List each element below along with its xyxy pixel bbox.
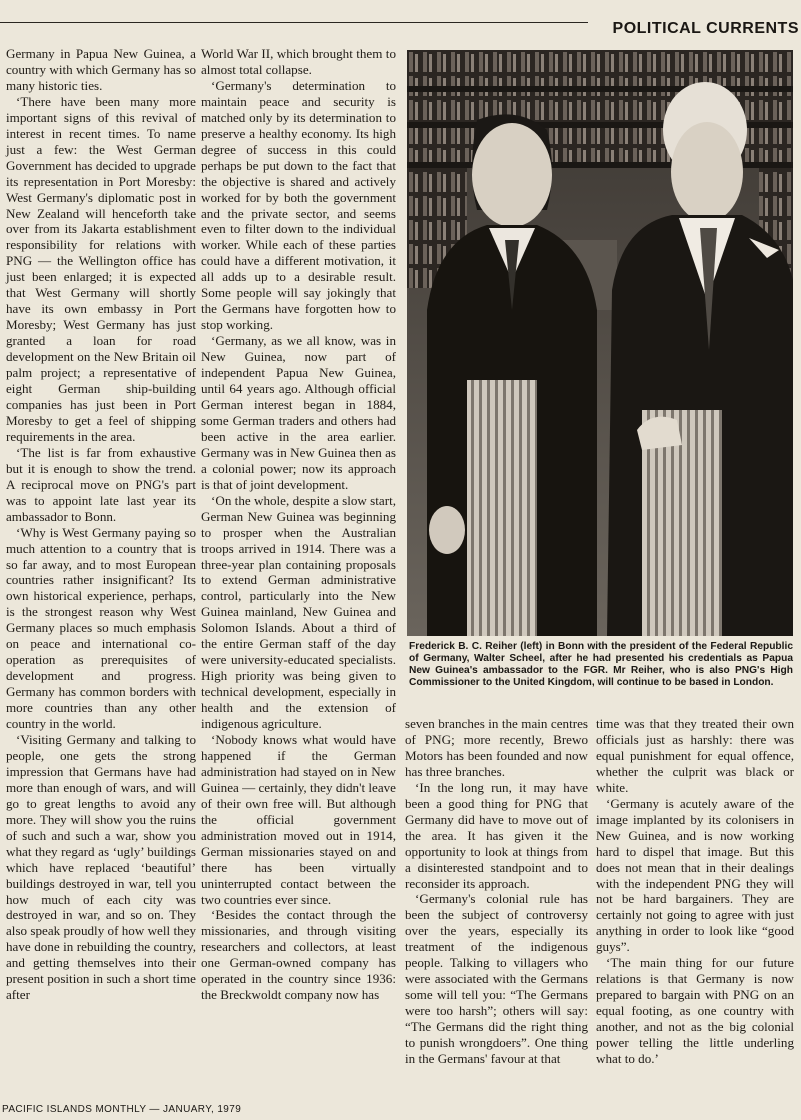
paragraph: ‘Visiting Germany and talking to people, one gets the strong impression that Germans have had more than enough of wars, and will go to great lengths to avoid any more. They will show you the ruins of such and such a war, show you what they regard as ‘ugly’ buildings which have replaced ‘beautiful’ buildings destroyed in war, tell you how much of each city was destroyed in war, and so on. They also speak proudly of how well they have done in rebuilding the country, and getting themselves into their present position in such a short time after bbox=[6, 731, 196, 1003]
page-footer: PACIFIC ISLANDS MONTHLY — JANUARY, 1979 bbox=[2, 1104, 242, 1115]
paragraph: ‘Besides the contact through the missionaries, and through visiting researchers and collectors, at least one German-owned company has operated in the country since 1936: the Breckwoldt company now has bbox=[201, 907, 396, 1003]
article-column-4 bbox=[596, 716, 794, 1067]
paragraph: ‘Why is West Germany paying so much attention to a country that is so far away, and to most European countries rather insignificant? Its own historical experience, perhaps, is the strongest reason why West Germany places so much emphasis on peace and international co-operation as prerequisites of development and progress. Germany has common borders with more countries than any other country in the world. bbox=[6, 524, 196, 732]
section-title: POLITICAL CURRENTS bbox=[612, 20, 799, 37]
paragraph: seven branches in the main centres of PNG; more recently, Brewo Motors has been founded and now has three branches. bbox=[405, 716, 588, 779]
paragraph: Germany in Papua New Guinea, a country with which Germany has so many historic ties. bbox=[6, 46, 196, 93]
paragraph: time was that they treated their own officials just as harshly: there was equal punishment for equal offence, whether the culprit was black or white. bbox=[596, 716, 794, 795]
paragraph: ‘In the long run, it may have been a good thing for PNG that Germany did have to move out of the area. It has given it the opportunity to look at things from a disinterested standpoint and to reconsider its approach. bbox=[405, 779, 588, 891]
article-column-3 bbox=[405, 716, 588, 1067]
paragraph: ‘Germany, as we all know, was in New Guinea, now part of independent Papua New Guinea, until 64 years ago. Although official German interest began in 1884, some German traders and others had been active in the area earlier. Germany was in New Guinea then as a colonial power; now its approach is that of joint development. bbox=[201, 333, 396, 492]
paragraph: World War II, which brought them to almost total collapse. bbox=[201, 46, 396, 77]
paragraph: ‘There have been many more important signs of this revival of interest in recent times. To name just a few: the West German Government has decided to upgrade its representation in Port Moresby: West Germany's diplomatic post in New Zealand will henceforth take over from its Jakarta establishment responsibility for relations with PNG — the Wellington office has just been enlarged; it is expected that West Germany will shortly have its own embassy in Port Moresby; West Germany has just granted a loan for road development on the New Britain oil palm project; a representative of eight German ship-building companies has just been in Port Moresby to get a feel of shipping requirements in the area. bbox=[6, 93, 196, 444]
article-column-2 bbox=[201, 46, 396, 1003]
paragraph: ‘On the whole, despite a slow start, German New Guinea was beginning to prosper when the Australian troops arrived in 1914. There was a three-year plan containing proposals to extend German administrative control, particularly into the New Guinea mainland, New Guinea and Solomon Islands. About a third of the entire German staff of the day were university-educated specialists. High priority was being given to technical development, especially in health and the extension of indigenous agriculture. bbox=[201, 492, 396, 732]
photo-caption: Frederick B. C. Reiher (left) in Bonn with the president of the Federal Republic of Germany, Walter Scheel, after he had presented his credentials as Papua New Guinea's ambassador to the FGR. Mr Reiher, who is also PNG's High Commissioner to the United Kingdom, will continue to be based in London. bbox=[409, 641, 793, 688]
paragraph: ‘Nobody knows what would have happened if the German administration had stayed on in New Guinea — certainly, they didn't leave of their own free will. But although the official government administration moved out in 1914, German missionaries stayed on and there has been virtually uninterrupted contact between the two countries ever since. bbox=[201, 731, 396, 907]
article-column-1 bbox=[6, 46, 196, 1003]
paragraph: ‘Germany is acutely aware of the image implanted by its colonisers in New Guinea, and is now working hard to dispel that image. But this does not mean that in their dealings with the independent PNG they will not be hard bargainers. They are certainly not going to agree with just anything in order to look like “good guys”. bbox=[596, 795, 794, 955]
paragraph: ‘Germany's colonial rule has been the subject of controversy over the years, especially its treatment of the indigenous people. Talking to villagers who were associated with the Germans some will tell you: “The Germans were too harsh”; others will say: “The Germans did the right thing to punish wrongdoers”. One thing in the Germans' favour at that bbox=[405, 891, 588, 1067]
paragraph: ‘Germany's determination to maintain peace and security is matched only by its determination to preserve a healthy economy. Its high degree of success in this could perhaps be put down to the fact that the objective is shared and actively worked for by both the government and the private sector, and seems even to filter down to the individual worker. While each of these parties could have a different motivation, it all adds up to a desirable result. Some people will say jokingly that the Germans have forgotten how to stop working. bbox=[201, 77, 396, 333]
paragraph: ‘The main thing for our future relations is that Germany is now prepared to bargain with PNG on an equal footing, as one country with another, and not as the big colonial power telling the little underling what to do.’ bbox=[596, 955, 794, 1067]
header-rule bbox=[0, 22, 588, 23]
paragraph: ‘The list is far from exhaustive but it is enough to show the trend. A reciprocal move on PNG's part was to appoint late last year its ambassador to Bonn. bbox=[6, 444, 196, 524]
news-photo bbox=[407, 50, 793, 636]
